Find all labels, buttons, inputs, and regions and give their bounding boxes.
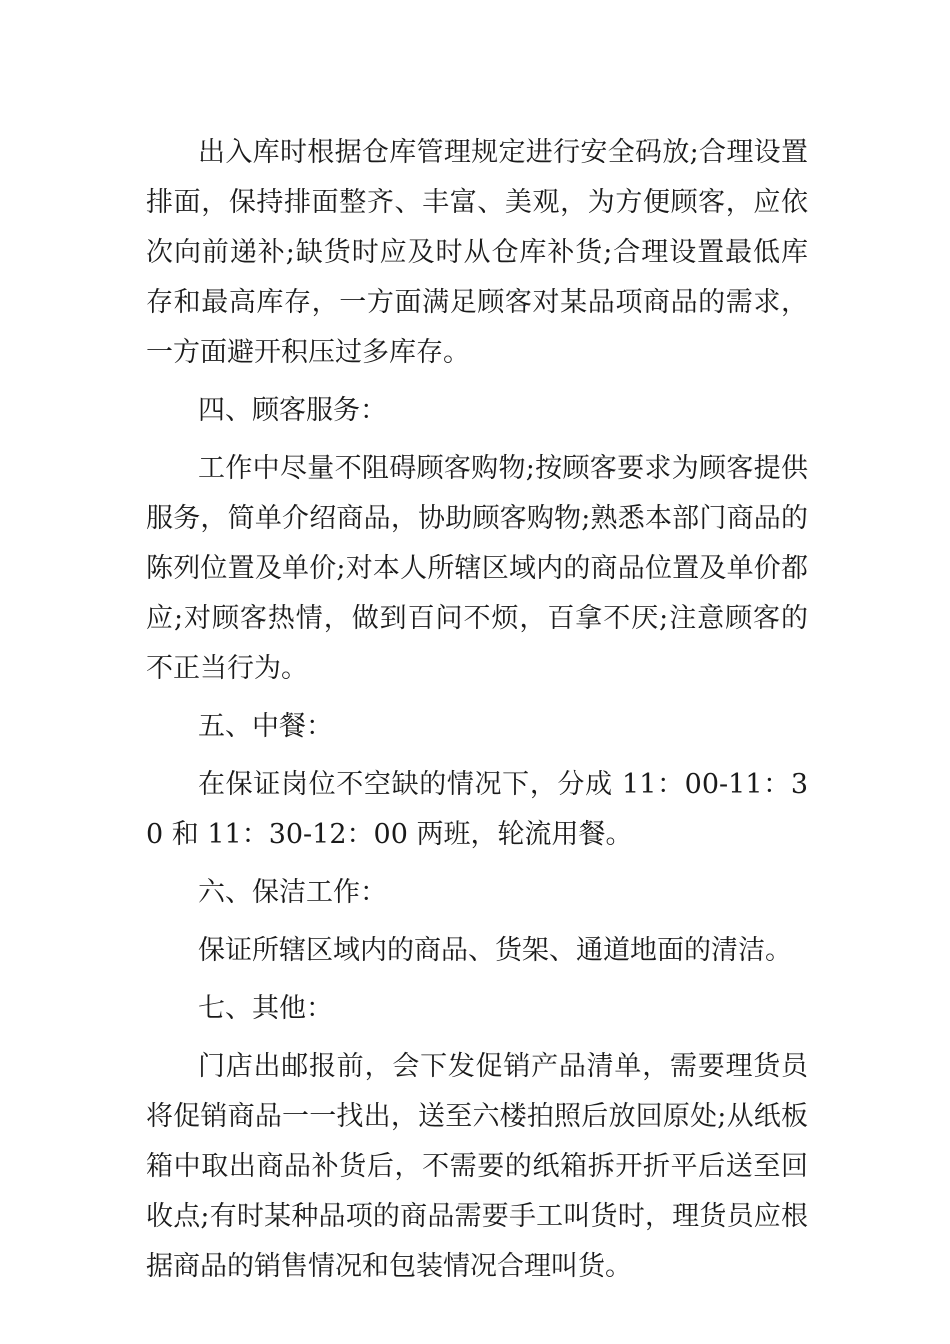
paragraph-other: 门店出邮报前，会下发促销产品清单，需要理货员将促销商品一一找出，送至六楼拍照后放回原处;从纸板箱中取出商品补货后，不需要的纸箱拆开折平后送至回收点;有时某种品项的商品需要手工叫货时，理货员应根据商品的销售情况和包装情况合理叫货。 [146,1051,808,1282]
paragraph-customer-service: 工作中尽量不阻碍顾客购物;按顾客要求为顾客提供服务，简单介绍商品，协助顾客购物;熟悉本部门商品的陈列位置及单价;对本人所辖区域内的商品位置及单价都应;对顾客热情，做到百问不烦，百拿不厌;注意顾客的不正当行为。 [146,453,808,684]
heading-customer-service: 四、顾客服务： [198,395,387,426]
paragraph-stocking-rules: 出入库时根据仓库管理规定进行安全码放;合理设置排面，保持排面整齐、丰富、美观，为方便顾客，应依次向前递补;缺货时应及时从仓库补货;合理设置最低库存和最高库存，一方面满足顾客对某品项商品的需求，一方面避开积压过多库存。 [146,137,808,368]
paragraph-lunch: 在保证岗位不空缺的情况下，分成 11：00-11：30 和 11：30-12：00 两班，轮流用餐。 [146,769,808,850]
document-body [146,128,808,1300]
heading-lunch: 五、中餐： [198,711,333,742]
heading-cleaning: 六、保洁工作： [198,877,387,908]
heading-other: 七、其他： [198,993,333,1024]
paragraph-cleaning: 保证所辖区域内的商品、货架、通道地面的清洁。 [198,935,792,966]
